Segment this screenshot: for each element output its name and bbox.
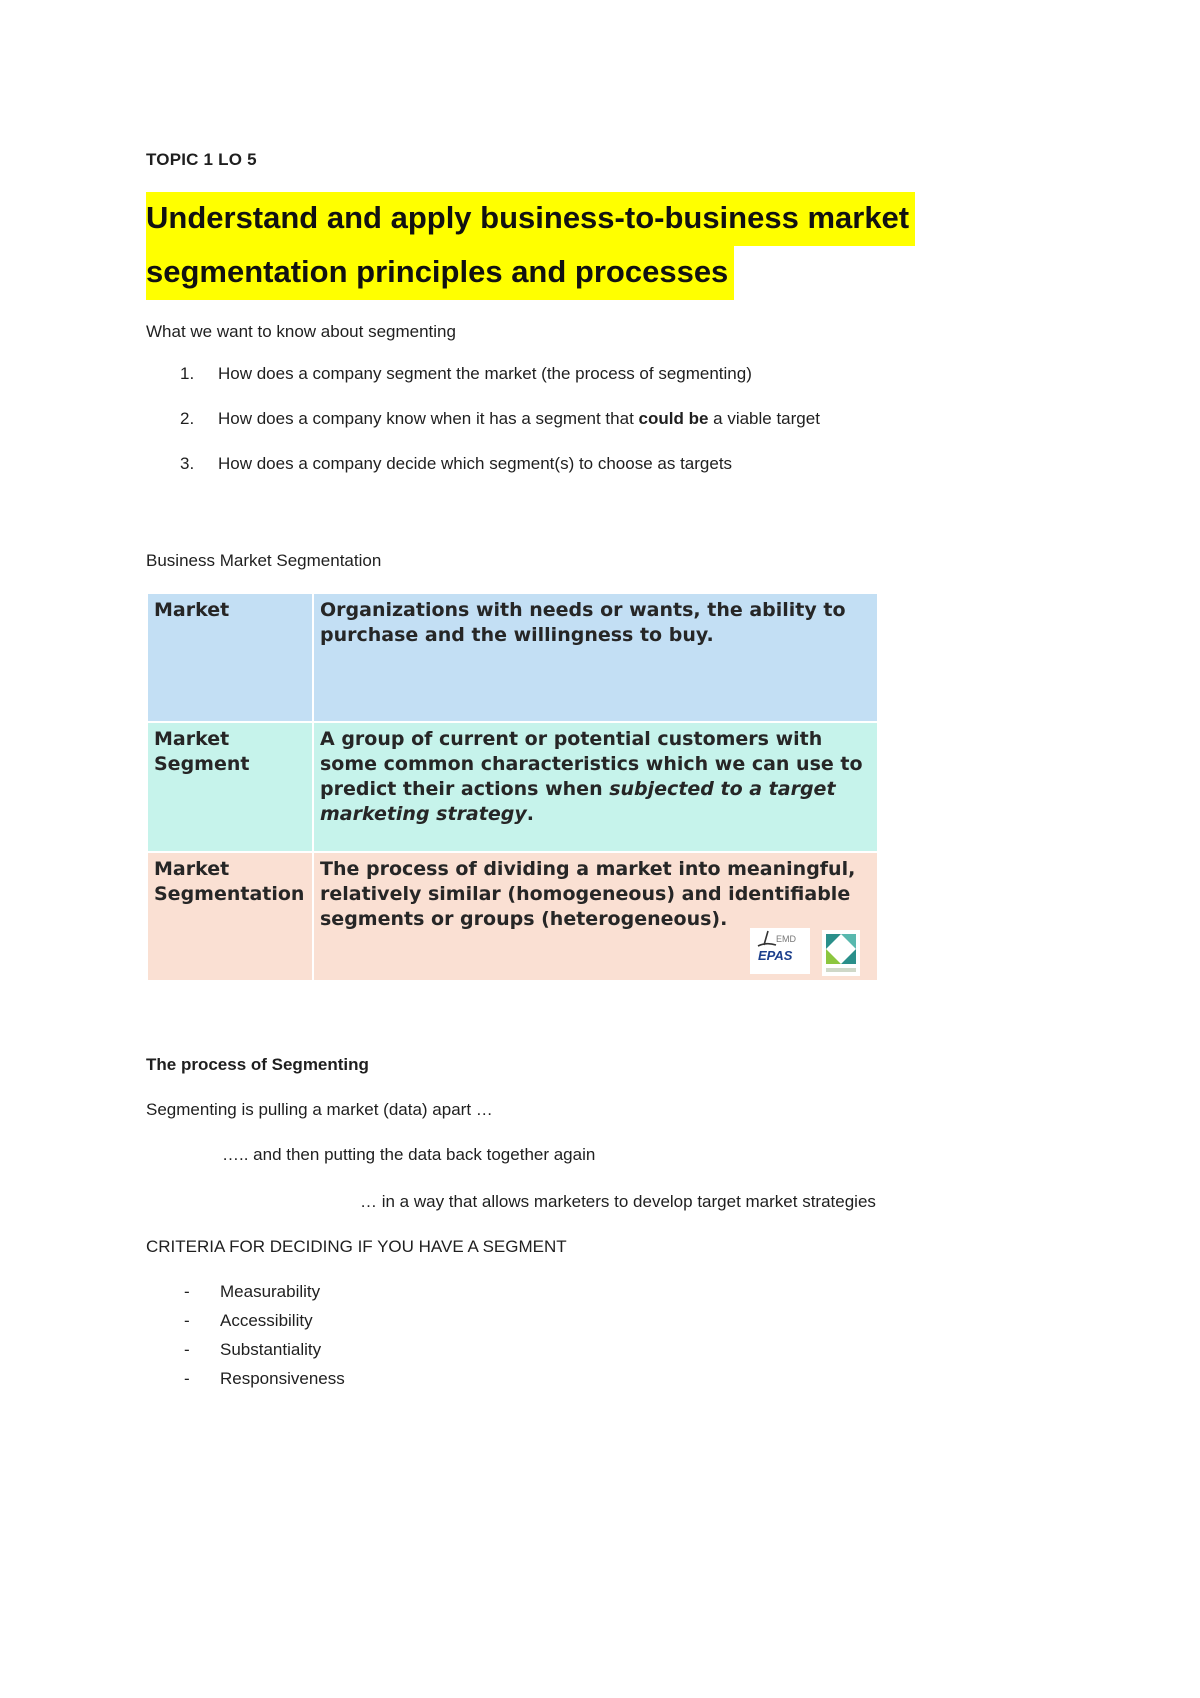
table-caption: Business Market Segmentation — [146, 551, 382, 570]
question-list — [180, 364, 820, 499]
list-item — [180, 454, 820, 499]
process-line-1: Segmenting is pulling a market (data) apart … — [146, 1100, 493, 1119]
segmentation-table — [146, 592, 879, 982]
definition-cell: The process of dividing a market into meaningful, relatively similar (homogeneous) and identifiable segments or groups (heterogeneous). — [313, 852, 878, 981]
bold-emphasis: could be — [638, 409, 709, 428]
table-row — [147, 722, 878, 851]
list-item: - Accessibility — [184, 1311, 313, 1330]
topic-label: TOPIC 1 LO 5 — [146, 150, 257, 169]
process-line-3: … in a way that allows marketers to develop target market strategies — [360, 1192, 876, 1211]
term-cell: Market Segment — [147, 722, 313, 851]
title-line-2: segmentation principles and processes — [146, 246, 734, 300]
term-cell: Market — [147, 593, 313, 722]
criteria-list — [184, 1282, 345, 1398]
list-number: 1. — [180, 364, 195, 383]
list-number: 3. — [180, 454, 195, 473]
italic-emphasis: subjected to a target marketing strategy — [320, 778, 836, 826]
section-heading: The process of Segmenting — [146, 1055, 369, 1074]
table-row — [147, 593, 878, 722]
intro-text: What we want to know about segmenting — [146, 322, 456, 341]
title-line-1: Understand and apply business-to-business market — [146, 192, 915, 246]
table-row — [147, 852, 878, 981]
list-text: How does a company decide which segment(s) to choose as targets — [218, 454, 733, 473]
list-text: How does a company know when it has a segment that could be a viable target — [218, 409, 820, 428]
list-item — [180, 409, 820, 454]
list-item — [180, 364, 820, 409]
list-item: - Measurability — [184, 1282, 321, 1301]
criteria-heading: CRITERIA FOR DECIDING IF YOU HAVE A SEGMENT — [146, 1237, 567, 1256]
list-item: - Responsiveness — [184, 1369, 345, 1388]
list-number: 2. — [180, 409, 195, 428]
epas-logo: EMD EPAS — [750, 928, 810, 974]
page-title — [146, 192, 915, 300]
term-cell: Market Segmentation — [147, 852, 313, 981]
list-item: - Substantiality — [184, 1340, 322, 1359]
definition-cell: Organizations with needs or wants, the ability to purchase and the willingness to buy. — [313, 593, 878, 722]
definition-cell: A group of current or potential customers with some common characteristics which we can use to predict their actions when subjected to a target marketing strategy. — [313, 722, 878, 851]
process-line-2: ….. and then putting the data back together again — [222, 1145, 596, 1164]
list-text: How does a company segment the market (the process of segmenting) — [218, 364, 752, 383]
